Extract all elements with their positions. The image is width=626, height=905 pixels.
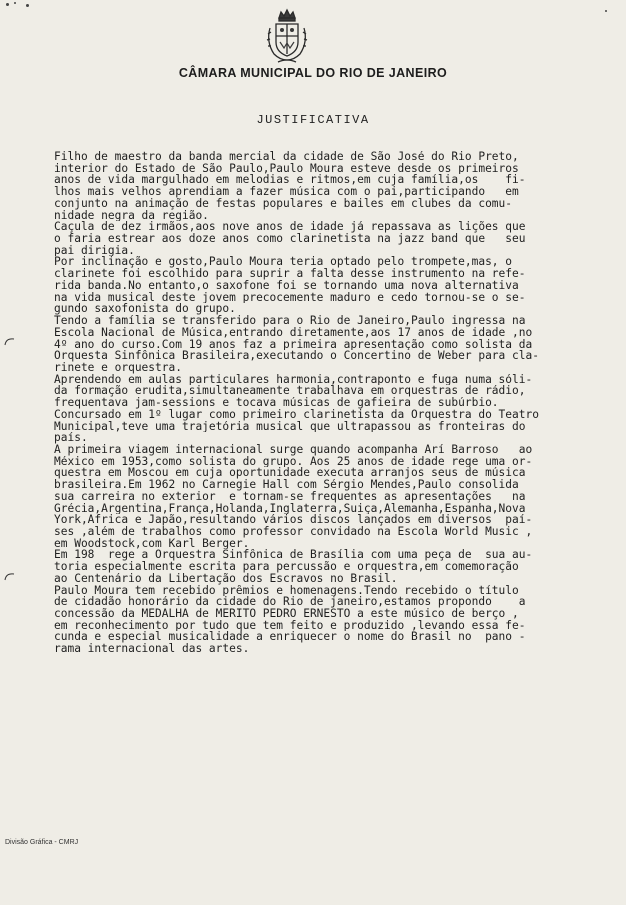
body-line: rama internacional das artes. bbox=[54, 643, 250, 655]
body-line: Tendo a família se transferido para o Rio de Janeiro,Paulo ingressa na bbox=[54, 315, 526, 327]
body-line: rida banda.No entanto,o saxofone foi se tornando uma nova alternativa bbox=[54, 279, 519, 292]
body-line: na vida musical deste jovem precocemente maduro e cedo tornou-se o se- bbox=[54, 291, 526, 304]
body-line: nidade negra da região. bbox=[54, 209, 209, 222]
body-line: conjunto na animação de festas populares e bailes em clubes da comu- bbox=[54, 197, 513, 210]
body-line: cunda e especial musicalidade a enriquecer o nome do Brasil no pano - bbox=[54, 631, 526, 644]
ink-speck bbox=[605, 10, 607, 12]
body-line: da formação erudita,simultaneamente trabalhava em orquestras de rádio, bbox=[54, 385, 526, 398]
body-line: país. bbox=[54, 432, 88, 444]
body-line: em reconhecimento por tudo que tem feito e produzido ,levando essa fe- bbox=[54, 619, 526, 632]
body-line: brasileira.Em 1962 no Carnegie Hall com Sérgio Mendes,Paulo consolida bbox=[54, 479, 519, 491]
body-line: Aprendendo em aulas particulares harmonia,contraponto e fuga numa sóli- bbox=[54, 373, 533, 386]
body-line: concessão da MEDALHA de MÉRITO PEDRO ERNESTO a este músico de berço , bbox=[54, 608, 519, 620]
body-line: Por inclinação e gosto,Paulo Moura teria optado pelo trompete,mas, o bbox=[54, 256, 513, 269]
body-line: clarinete foi escolhido para suprir a falta desse instrumento na refe- bbox=[54, 268, 526, 280]
body-line: o faria estrear aos doze anos como clarinetista na jazz band que seu bbox=[54, 233, 526, 245]
body-line: Escola Nacional de Música,entrando diretamente,aos 17 anos de idade ,no bbox=[54, 326, 533, 339]
body-line: Orquesta Sinfônica Brasileira,executando o Concertino de Weber para cla- bbox=[54, 350, 539, 362]
document-title: JUSTIFICATIVA bbox=[256, 113, 370, 127]
body-line: pai dirigia. bbox=[54, 244, 135, 257]
body-line: toria especialmente escrita para percussão e orquestra,em comemoração bbox=[54, 561, 519, 573]
justification-body bbox=[54, 151, 599, 655]
coat-of-arms-icon bbox=[264, 8, 310, 66]
ink-speck bbox=[6, 3, 9, 6]
body-line: interior do Estado de São Paulo,Paulo Moura esteve desde os primeiros bbox=[54, 162, 519, 175]
body-line: lhos mais velhos aprendiam a fazer música com o pai,participando em bbox=[54, 186, 519, 198]
body-line: de cidadão honorário da cidade do Rio de janeiro,estamos propondo a bbox=[54, 596, 526, 609]
body-line: Caçula de dez irmãos,aos nove anos de idade já repassava as lições que bbox=[54, 221, 526, 234]
margin-pen-mark bbox=[3, 337, 15, 347]
body-line: Grécia,Argentina,França,Holanda,Inglaterra,Suiça,Alemanha,Espanha,Nova bbox=[54, 502, 526, 515]
body-line: questra em Moscou em cuja oportunidade executa arranjos seus de música bbox=[54, 467, 526, 480]
body-line: Em 198 rege a Orquestra Sinfônica de Brasília com uma peça de sua au- bbox=[54, 549, 533, 562]
body-line: em Woodstock,com Karl Berger. bbox=[54, 537, 250, 550]
body-line: Municipal,teve uma trajetória musical que ultrapassou as fronteiras do bbox=[54, 420, 526, 433]
organization-name: CÂMARA MUNICIPAL DO RIO DE JANEIRO bbox=[178, 66, 448, 80]
margin-pen-mark bbox=[3, 572, 15, 582]
ink-speck bbox=[14, 2, 16, 4]
body-line: gundo saxofonista do grupo. bbox=[54, 303, 236, 316]
body-line: ses ,além de trabalhos como professor convidado na Escola World Music , bbox=[54, 526, 533, 538]
body-line: sua carreira no exterior e tornam-se frequentes as apresentações na bbox=[54, 490, 526, 503]
body-line: A primeira viagem internacional surge quando acompanha Arí Barroso ao bbox=[54, 443, 533, 456]
body-line: anos de vida margulhado em melodias e ritmos,em cuja família,os fi- bbox=[54, 174, 526, 187]
body-line: frequentava jam-sessions e tocava músicas de gafieira de subúrbio. bbox=[54, 397, 499, 409]
body-line: Concursado em 1º lugar como primeiro clarinetista da Orquestra do Teatro bbox=[54, 408, 539, 421]
body-line: México em 1953,como solista do grupo. Aos 25 anos de idade rege uma or- bbox=[54, 455, 533, 468]
body-line: Paulo Moura tem recebido prêmios e homenagens.Tendo recebido o título bbox=[54, 584, 519, 597]
body-line: York,Africa e Japão,resultando vários discos lançados em diversos paí- bbox=[54, 514, 533, 526]
body-line: Filho de maestro da banda mercial da cidade de São José do Rio Preto, bbox=[54, 151, 519, 163]
footer-print-credit: Divisão Gráfica - CMRJ bbox=[5, 839, 79, 846]
body-line: ao Centenário da Libertação dos Escravos no Brasil. bbox=[54, 572, 398, 585]
body-line: 4º ano do curso.Com 19 anos faz a primeira apresentação como solista da bbox=[54, 338, 533, 351]
body-line: rinete e orquestra. bbox=[54, 361, 182, 374]
ink-speck bbox=[26, 4, 29, 7]
